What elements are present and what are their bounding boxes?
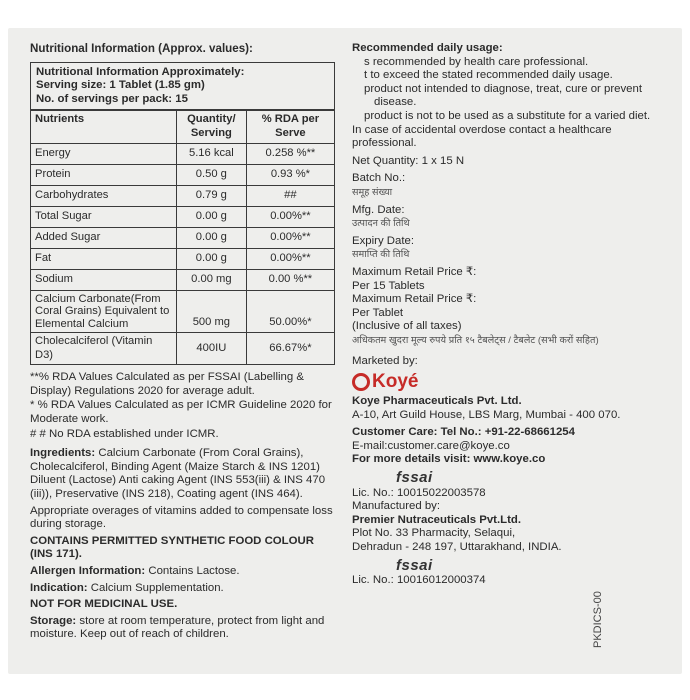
more-details: For more details visit: www.koye.co [352, 453, 546, 466]
customer-care: Customer Care: Tel No.: +91-22-68661254 [352, 426, 575, 439]
ingredients-label: Ingredients: [30, 447, 96, 460]
nutrition-box [30, 62, 335, 111]
nutrient-qty: 0.50 g [176, 164, 246, 185]
license-number-2: Lic. No.: 10016012000374 [352, 574, 486, 587]
product-label-panel [8, 28, 682, 674]
allergen-info [30, 565, 335, 579]
nutrient-qty: 0.00 g [176, 248, 246, 269]
table-row [31, 164, 335, 185]
expiry-hindi: समाप्ति की तिथि [352, 249, 410, 261]
indication-label: Indication: [30, 581, 88, 594]
table-row [31, 206, 335, 227]
nutrition-heading: Nutritional Information (Approx. values): [30, 42, 253, 55]
table-row [31, 227, 335, 248]
manufacturer-address-1: Plot No. 33 Pharmacity, Selaqui, [352, 527, 516, 540]
nutrient-rda: 0.00%** [246, 227, 334, 248]
pack-code: PKDICS-00 [592, 591, 604, 648]
nutrient-qty: 500 mg [176, 290, 246, 333]
nutrient-rda: 0.00%** [246, 206, 334, 227]
mfg-date-label: Mfg. Date: [352, 203, 405, 216]
nutrient-name: Carbohydrates [31, 185, 177, 206]
usage-column [352, 42, 672, 588]
fssai-logo-icon: fssai [396, 556, 433, 574]
col-header-rda: % RDA per Serve [246, 111, 334, 143]
nutrient-qty: 0.00 g [176, 227, 246, 248]
rda-notes [30, 371, 335, 441]
rec-line: s recommended by health care professional. [364, 55, 589, 68]
table-row [31, 185, 335, 206]
table-row [31, 333, 335, 365]
manufacturer-address-2: Dehradun - 248 197, Uttarakhand, INDIA. [352, 541, 562, 553]
nutrient-name: Cholecalciferol (Vitamin D3) [31, 333, 177, 365]
nutrient-rda: ## [246, 185, 334, 206]
batch-label: Batch No.: [352, 172, 406, 185]
ingredients-value: Calcium Carbonate (From Coral Grains), Cholecalciferol, Binding Agent (Maize Starch & INS 1201) Diluent (Lactose) Anti caking Agent (INS 553(iii) & INS 470 (iii)), Preservative (INS 218), Coating agent (INS 464). [30, 447, 326, 500]
col-header-quantity: Quantity/ Serving [176, 111, 246, 143]
not-medicinal: NOT FOR MEDICINAL USE. [30, 598, 178, 611]
nutrient-rda: 66.67%* [246, 333, 334, 365]
nutrient-qty: 0.00 mg [176, 269, 246, 290]
rec-line: disease. [374, 96, 417, 109]
nutrition-column [30, 42, 335, 645]
nutrient-name: Total Sugar [31, 206, 177, 227]
net-quantity: Net Quantity: 1 x 15 N [352, 154, 465, 167]
rec-line: product is not to be used as a substitute for a varied diet. [364, 109, 651, 122]
mrp-hindi: अधिकतम खुदरा मूल्य रुपये प्रति १५ टैबलेट्स / टैबलेट (सभी करों सहित) [352, 334, 599, 346]
rda-note-fssai: **% RDA Values Calculated as per FSSAI (Labelling & Display) Regulations 2020 for average adult. [30, 371, 304, 397]
table-row [31, 143, 335, 164]
servings-per-pack: No. of servings per pack: 15 [36, 92, 188, 105]
rda-note-none: # # No RDA established under ICMR. [30, 427, 219, 440]
koye-logo [352, 373, 672, 391]
storage-info [30, 615, 335, 642]
serving-size: Serving size: 1 Tablet (1.85 gm) [36, 79, 205, 92]
allergen-value: Contains Lactose. [148, 564, 240, 577]
recommended-heading: Recommended daily usage: [352, 42, 503, 54]
indication-value: Calcium Supplementation. [90, 581, 224, 594]
allergen-label: Allergen Information: [30, 564, 146, 577]
rec-line: product not intended to diagnose, treat, cure or prevent [364, 82, 642, 95]
rda-note-icmr: * % RDA Values Calculated as per ICMR Guideline 2020 for Moderate work. [30, 399, 332, 426]
nutrient-qty: 5.16 kcal [176, 143, 246, 164]
mfg-date-hindi: उत्पादन की तिथि [352, 218, 410, 230]
nutrient-qty: 400IU [176, 333, 246, 365]
nutrient-qty: 0.00 g [176, 206, 246, 227]
nutrient-rda: 0.258 %** [246, 143, 334, 164]
batch-label-hindi: समूह संख्या [352, 186, 393, 198]
nutrition-box-title: Nutritional Information Approximately: [36, 65, 245, 78]
marketer-company: Koye Pharmaceuticals Pvt. Ltd. [352, 395, 522, 408]
inclusive-taxes: (Inclusive of all taxes) [352, 320, 462, 333]
ingredients-block [30, 447, 335, 642]
table-row [31, 290, 335, 333]
overages-text: Appropriate overages of vitamins added to compensate loss during storage. [30, 504, 333, 531]
indication-info [30, 582, 335, 596]
koye-logo-icon [352, 373, 370, 391]
nutrient-name: Calcium Carbonate(From Coral Grains) Equivalent to Elemental Calcium [31, 290, 177, 333]
nutrient-name: Added Sugar [31, 227, 177, 248]
nutrient-name: Fat [31, 248, 177, 269]
koye-brand-text: Koyé [372, 371, 419, 393]
marketed-by: Marketed by: [352, 355, 418, 368]
fssai-logo-icon: fssai [396, 469, 433, 487]
nutrient-name: Protein [31, 164, 177, 185]
nutrient-rda: 0.00 %** [246, 269, 334, 290]
table-header-row [31, 111, 335, 143]
nutrition-table [30, 110, 335, 365]
rec-line: t to exceed the stated recommended daily usage. [364, 69, 613, 82]
mrp-pack-per: Per 15 Tablets [352, 279, 425, 292]
manufactured-by: Manufactured by: [352, 500, 441, 513]
customer-email: E-mail:customer.care@koye.co [352, 439, 510, 452]
colour-warning: CONTAINS PERMITTED SYNTHETIC FOOD COLOUR (INS 171). [30, 534, 314, 561]
license-number-1: Lic. No.: 10015022003578 [352, 486, 486, 499]
nutrient-qty: 0.79 g [176, 185, 246, 206]
marketer-address: A-10, Art Guild House, LBS Marg, Mumbai - 400 070. [352, 408, 621, 421]
rec-line: In case of accidental overdose contact a healthcare professional. [352, 123, 612, 150]
nutrient-rda: 0.93 %* [246, 164, 334, 185]
storage-value: store at room temperature, protect from light and moisture. Keep out of reach of children. [30, 614, 325, 641]
mrp-pack: Maximum Retail Price ₹: [352, 265, 477, 278]
expiry-label: Expiry Date: [352, 234, 415, 247]
mrp-tablet: Maximum Retail Price ₹: [352, 293, 477, 306]
table-row [31, 248, 335, 269]
mrp-tablet-per: Per Tablet [352, 306, 404, 319]
storage-label: Storage: [30, 614, 77, 627]
nutrient-name: Energy [31, 143, 177, 164]
nutrient-rda: 50.00%* [246, 290, 334, 333]
col-header-nutrients: Nutrients [31, 111, 177, 143]
ingredients-text [30, 447, 335, 501]
manufacturer-company: Premier Nutraceuticals Pvt.Ltd. [352, 513, 522, 526]
table-row [31, 269, 335, 290]
nutrient-rda: 0.00%** [246, 248, 334, 269]
nutrient-name: Sodium [31, 269, 177, 290]
